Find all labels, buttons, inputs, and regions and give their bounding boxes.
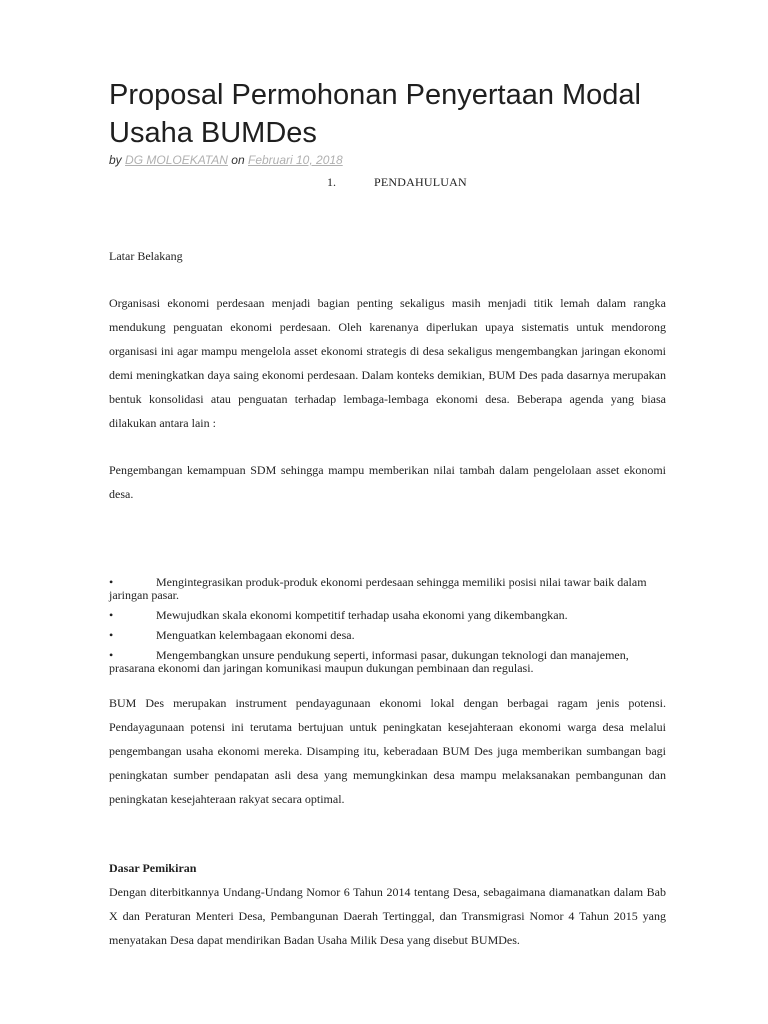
subheading-dasar-pemikiran: Dasar Pemikiran (109, 861, 197, 875)
author-link[interactable]: DG MOLOEKATAN (125, 153, 228, 167)
list-item (109, 649, 666, 675)
byline-on-label: on (231, 153, 245, 167)
byline-by-label: by (109, 153, 122, 167)
list-item (109, 609, 666, 622)
list-item (109, 576, 666, 602)
date-link[interactable]: Februari 10, 2018 (247, 153, 343, 167)
list-item-text: Menguatkan kelembagaan ekonomi desa. (156, 628, 355, 642)
paragraph-dasar: Dengan diterbitkannya Undang-Undang Nomor 6 Tahun 2014 tentang Desa, sebagaimana diamanatkan dalam Bab X dan Peraturan Menteri Desa, Pembangunan Daerah Tertinggal, dan Transmigrasi Nomor 4 Tahun 2015 yang menyatakan Desa dapat mendirikan Badan Usaha Milik Desa yang disebut BUMDes. (109, 885, 666, 947)
paragraph-sdm: Pengembangan kemampuan SDM sehingga mampu memberikan nilai tambah dalam pengelolaan asset ekonomi desa. (109, 463, 666, 501)
list-item-text: Mengintegrasikan produk-produk ekonomi perdesaan sehingga memiliki posisi nilai tawar baik dalam jaringan pasar. (109, 575, 647, 602)
section-heading: PENDAHULUAN (374, 175, 467, 189)
agenda-list (109, 576, 666, 682)
section-number: 1. (327, 175, 336, 189)
bullet-icon: • (109, 648, 114, 662)
page-title: Proposal Permohonan Penyertaan Modal Usaha BUMDes (109, 79, 641, 149)
bullet-icon: • (109, 575, 114, 589)
subheading-latar-belakang: Latar Belakang (109, 249, 183, 263)
list-item-text: Mewujudkan skala ekonomi kompetitif terhadap usaha ekonomi yang dikembangkan. (156, 608, 568, 622)
bullet-icon: • (109, 608, 114, 622)
list-item (109, 629, 666, 642)
byline (109, 153, 343, 167)
paragraph-bumdes-instrument: BUM Des merupakan instrument pendayagunaan ekonomi lokal dengan berbagai ragam jenis potensi. Pendayagunaan potensi ini terutama bertujuan untuk peningkatan kesejahteraan ekonomi warga desa melalui pengembangan usaha ekonomi mereka. Disamping itu, keberadaan BUM Des juga memberikan sumbangan bagi peningkatan sumber pendapatan asli desa yang memungkinkan desa mampu melaksanakan pembangunan dan peningkatan kesejahteraan rakyat secara optimal. (109, 696, 666, 806)
bullet-icon: • (109, 628, 114, 642)
paragraph-intro: Organisasi ekonomi perdesaan menjadi bagian penting sekaligus masih menjadi titik lemah dalam rangka mendukung penguatan ekonomi perdesaan. Oleh karenanya diperlukan upaya sistematis untuk mendorong organisasi ini agar mampu mengelola asset ekonomi strategis di desa sekaligus mengembangkan jaringan ekonomi demi meningkatkan daya saing ekonomi perdesaan. Dalam konteks demikian, BUM Des pada dasarnya merupakan bentuk konsolidasi atau penguatan terhadap lembaga-lembaga ekonomi desa. Beberapa agenda yang biasa dilakukan antara lain : (109, 296, 666, 430)
list-item-text: Mengembangkan unsure pendukung seperti, informasi pasar, dukungan teknologi dan manajemen, prasarana ekonomi dan jaringan komunikasi maupun dukungan pembinaan dan regulasi. (109, 648, 629, 675)
